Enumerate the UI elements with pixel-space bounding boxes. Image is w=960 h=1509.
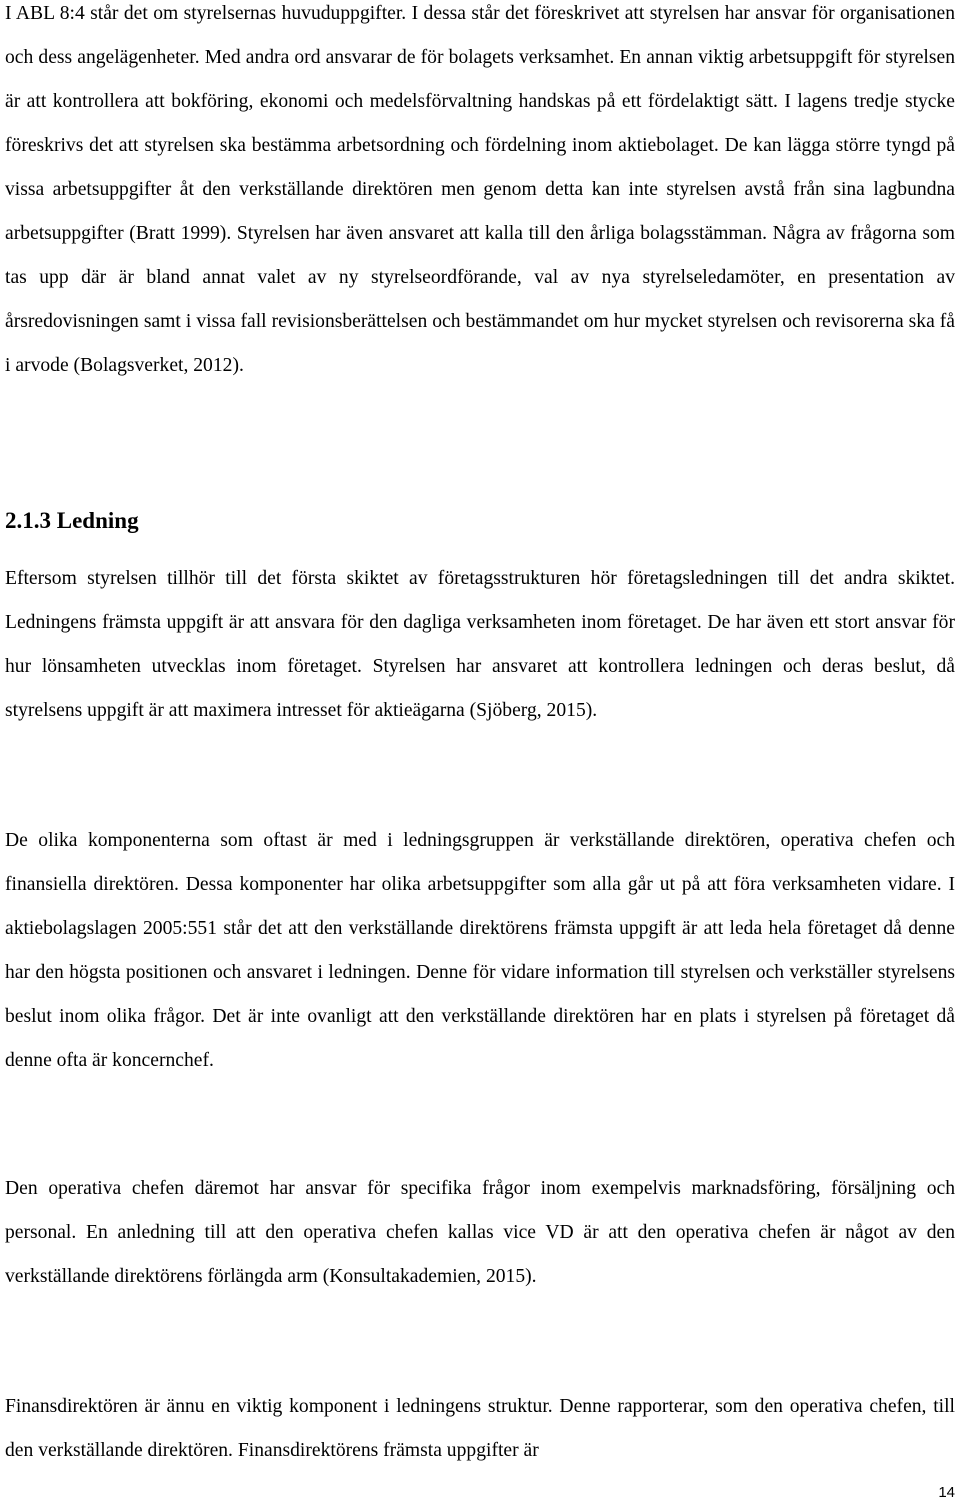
section-heading: 2.1.3 Ledning [5,508,139,533]
paragraph-board-duties: I ABL 8:4 står det om styrelsernas huvuduppgifter. I dessa står det föreskrivet att styrelsen har ansvar för organisationen och dess angelägenheter. Med andra ord ansvarar de för bolagets verksamhet. En annan viktig arbetsuppgift för styrelsen är att kontrollera att bokföring, ekonomi och medelsförvaltning handskas på ett fördelaktigt sätt. I lagens tredje stycke föreskrivs det att styrelsen ska bestämma arbetsordning och fördelning inom aktiebolaget. De kan lägga större tyngd på vissa arbetsuppgifter åt den verkställande direktören men genom detta kan inte styrelsen avstå från sina lagbundna arbetsuppgifter (Bratt 1999). Styrelsen har även ansvaret att kalla till den årliga bolagsstämman. Några av frågorna som tas upp där är bland annat valet av ny styrelseordförande, val av nya styrelseledamöter, en presentation av årsredovisningen samt i vissa fall revisionsberättelsen och bestämmandet om hur mycket styrelsen och revisorerna ska få i arvode (Bolagsverket, 2012). [5,3,955,376]
paragraph-management-layer: Eftersom styrelsen tillhör till det första skiktet av företagsstrukturen hör företagsledningen till det andra skiktet. Ledningens främsta uppgift är att ansvara för den dagliga verksamheten inom företaget. De har även ett stort ansvar för hur lönsamheten utvecklas inom företaget. Styrelsen har ansvaret att kontrollera ledningen och deras beslut, då styrelsens uppgift är att maximera intresset för aktieägarna (Sjöberg, 2015). [5,568,955,721]
paragraph-management-components: De olika komponenterna som oftast är med i ledningsgruppen är verkställande direktören, operativa chefen och finansiella direktören. Dessa komponenter har olika arbetsuppgifter som alla går ut på att föra verksamheten vidare. I aktiebolagslagen 2005:551 står det att den verkställande direktörens främsta uppgift är att leda hela företaget då denne har den högsta positionen och ansvaret i ledningen. Denne för vidare information till styrelsen och verkställer styrelsens beslut inom olika frågor. Det är inte ovanligt att den verkställande direktören har en plats i styrelsen på företaget då denne ofta är koncernchef. [5,830,955,1071]
paragraph-operative-manager: Den operativa chefen däremot har ansvar för specifika frågor inom exempelvis marknadsföring, försäljning och personal. En anledning till att den operativa chefen kallas vice VD är att den operativa chefen är något av den verkställande direktörens förlängda arm (Konsultakademien, 2015). [5,1178,955,1287]
page-number: 14 [938,1484,955,1501]
paragraph-finance-director: Finansdirektören är ännu en viktig komponent i ledningens struktur. Denne rapporterar, som den operativa chefen, till den verkställande direktören. Finansdirektörens främsta uppgifter är [5,1396,955,1461]
